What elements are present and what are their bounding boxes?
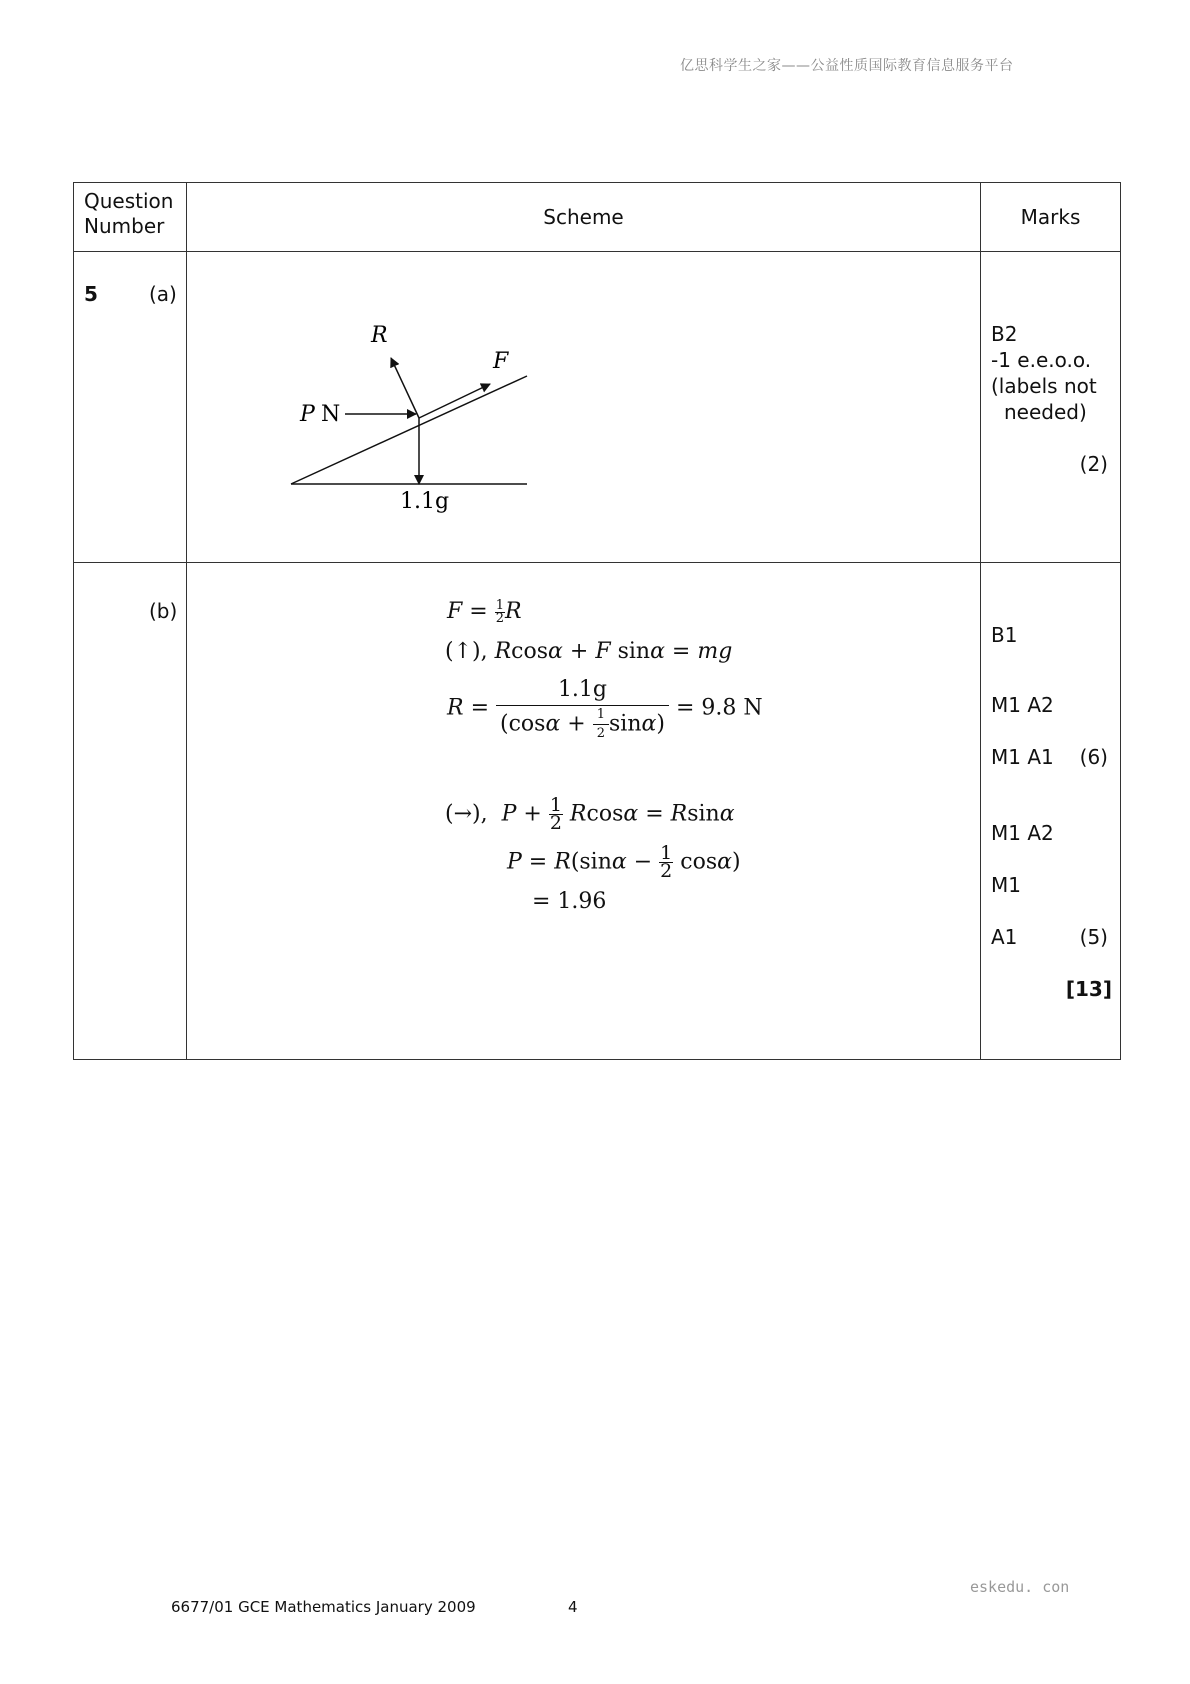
mark-note-eeoo: -1 e.e.o.o. [991,348,1092,372]
mark-scheme-table [73,182,1121,1060]
eq1-half-den: 2 [495,610,504,626]
footer-site-watermark: eskedu. con [970,1578,1070,1596]
equation-friction [447,599,522,625]
equation-vertical-resolve [445,639,732,664]
label-newton-unit: N [321,402,341,427]
eq4-R: R [569,801,587,827]
eq2-plus: + [562,639,596,664]
label-friction: F [493,349,509,374]
eq5-lhs: P [507,849,522,875]
header-question-number-label: Question Number [84,189,174,238]
eq3-den-close: ) [656,711,665,737]
footer-page-number: 4 [568,1598,578,1616]
marks-cell-b [981,563,1121,1060]
eq4-plus: + [516,801,549,827]
mark-note-labels: (labels not [991,374,1097,398]
eq3-den-sin: sin [609,711,642,737]
header-watermark-text: 亿思科学生之家——公益性质国际教育信息服务平台 [680,58,1014,74]
eq2-F: F [595,639,611,664]
eq4-P: P [501,801,517,827]
mark-subtotal-a: (2) [1079,452,1108,476]
mark-grand-total: [13] [1065,977,1112,1001]
header-scheme-label: Scheme [543,205,624,229]
eq4-R2: R [670,801,688,827]
mark-m1: M1 [991,873,1021,897]
equation-horizontal-resolve [445,794,735,834]
eq1-equals: = [462,599,495,624]
eq2-cos: cos [511,639,549,664]
mark-m1-a2-first: M1 A2 [991,693,1054,717]
eq3-num-text: 1.1g [557,677,608,702]
question-part-a: (a) [149,282,177,306]
footer-exam-title: 6677/01 GCE Mathematics January 2009 [171,1598,476,1616]
eq3-result: = 9.8 N [668,695,763,721]
eq4-alpha: α [623,801,639,827]
eq6-value: = 1.96 [532,889,607,914]
eq3-den-half [593,709,609,740]
eq4-alpha2: α [719,801,735,827]
eq2-sin: sin [617,639,651,664]
eq1-rhs: R [504,599,522,624]
eq3-fraction [496,677,669,740]
eq4-cos: cos [586,801,624,827]
equation-p-value [532,889,606,914]
eq5-alpha2: α [717,849,732,875]
eq5-R: R [554,849,571,875]
table-header-row [74,183,1121,252]
reaction-arrow [391,358,419,418]
eq3-numerator [496,677,669,706]
mark-a1: A1 [991,925,1018,949]
eq3-den-alpha: α [545,711,561,737]
eq4-half-den: 2 [549,812,562,834]
mark-m1-a1: M1 A1 [991,745,1054,769]
mark-b2: B2 [991,322,1018,346]
header-marks [981,183,1121,252]
mark-b1: B1 [991,623,1018,647]
label-push-force: P [300,402,315,427]
eq5-open-sin: (sin [570,849,612,875]
label-reaction: R [371,323,388,348]
eq3-half-den: 2 [596,726,606,741]
mark-note-needed: needed) [1004,400,1087,424]
question-number: 5 [84,282,98,306]
eq5-cos: cos [680,849,718,875]
eq1-lhs: F [447,599,463,624]
eq3-half-num: 1 [593,709,609,725]
eq3-den-alpha2: α [641,711,657,737]
eq3-equals: = [463,695,496,721]
equation-reaction-value [447,677,763,740]
question-cell-a [74,252,187,563]
friction-arrow [419,384,490,418]
eq3-den-cos: (cos [500,711,546,737]
scheme-cell-b [187,563,981,1060]
eq2-R: R [494,639,512,664]
eq4-direction: (→), [445,801,488,827]
eq3-lhs: R [447,695,464,721]
header-scheme [187,183,981,252]
mark-subtotal-5: (5) [1079,925,1108,949]
eq4-half [549,794,563,834]
eq5-half-num: 1 [660,842,673,864]
scheme-cell-a [187,252,981,563]
marks-cell-a [981,252,1121,563]
eq3-denominator [496,706,669,740]
eq2-mg: mg [697,639,733,664]
mark-subtotal-6: (6) [1079,745,1108,769]
eq4-half-num: 1 [549,794,562,816]
eq5-alpha: α [611,849,627,875]
eq2-alpha: α [548,639,563,664]
eq2-direction: (↑), [445,639,488,664]
equation-p-expression [507,842,741,882]
eq5-half-den: 2 [660,860,673,882]
question-part-b: (b) [149,599,178,623]
eq3-den-plus: + [560,711,593,737]
label-weight: 1.1g [400,489,450,514]
mark-m1-a2-second: M1 A2 [991,821,1054,845]
table-row-part-b [74,563,1121,1060]
table-row-part-a [74,252,1121,563]
eq2-alpha2: α [650,639,665,664]
question-cell-b [74,563,187,1060]
eq5-half [659,842,673,882]
eq5-equals: = [521,849,555,875]
eq4-sin: sin [687,801,720,827]
incline-line [291,376,527,484]
force-diagram [187,252,981,562]
eq1-half [495,597,505,626]
header-question-number [74,183,187,252]
header-marks-label: Marks [1020,205,1081,229]
eq5-minus: − [626,849,660,875]
eq5-close: ) [731,849,741,875]
eq2-equals: = [664,639,698,664]
eq1-half-num: 1 [495,597,504,613]
eq4-equals: = [638,801,671,827]
